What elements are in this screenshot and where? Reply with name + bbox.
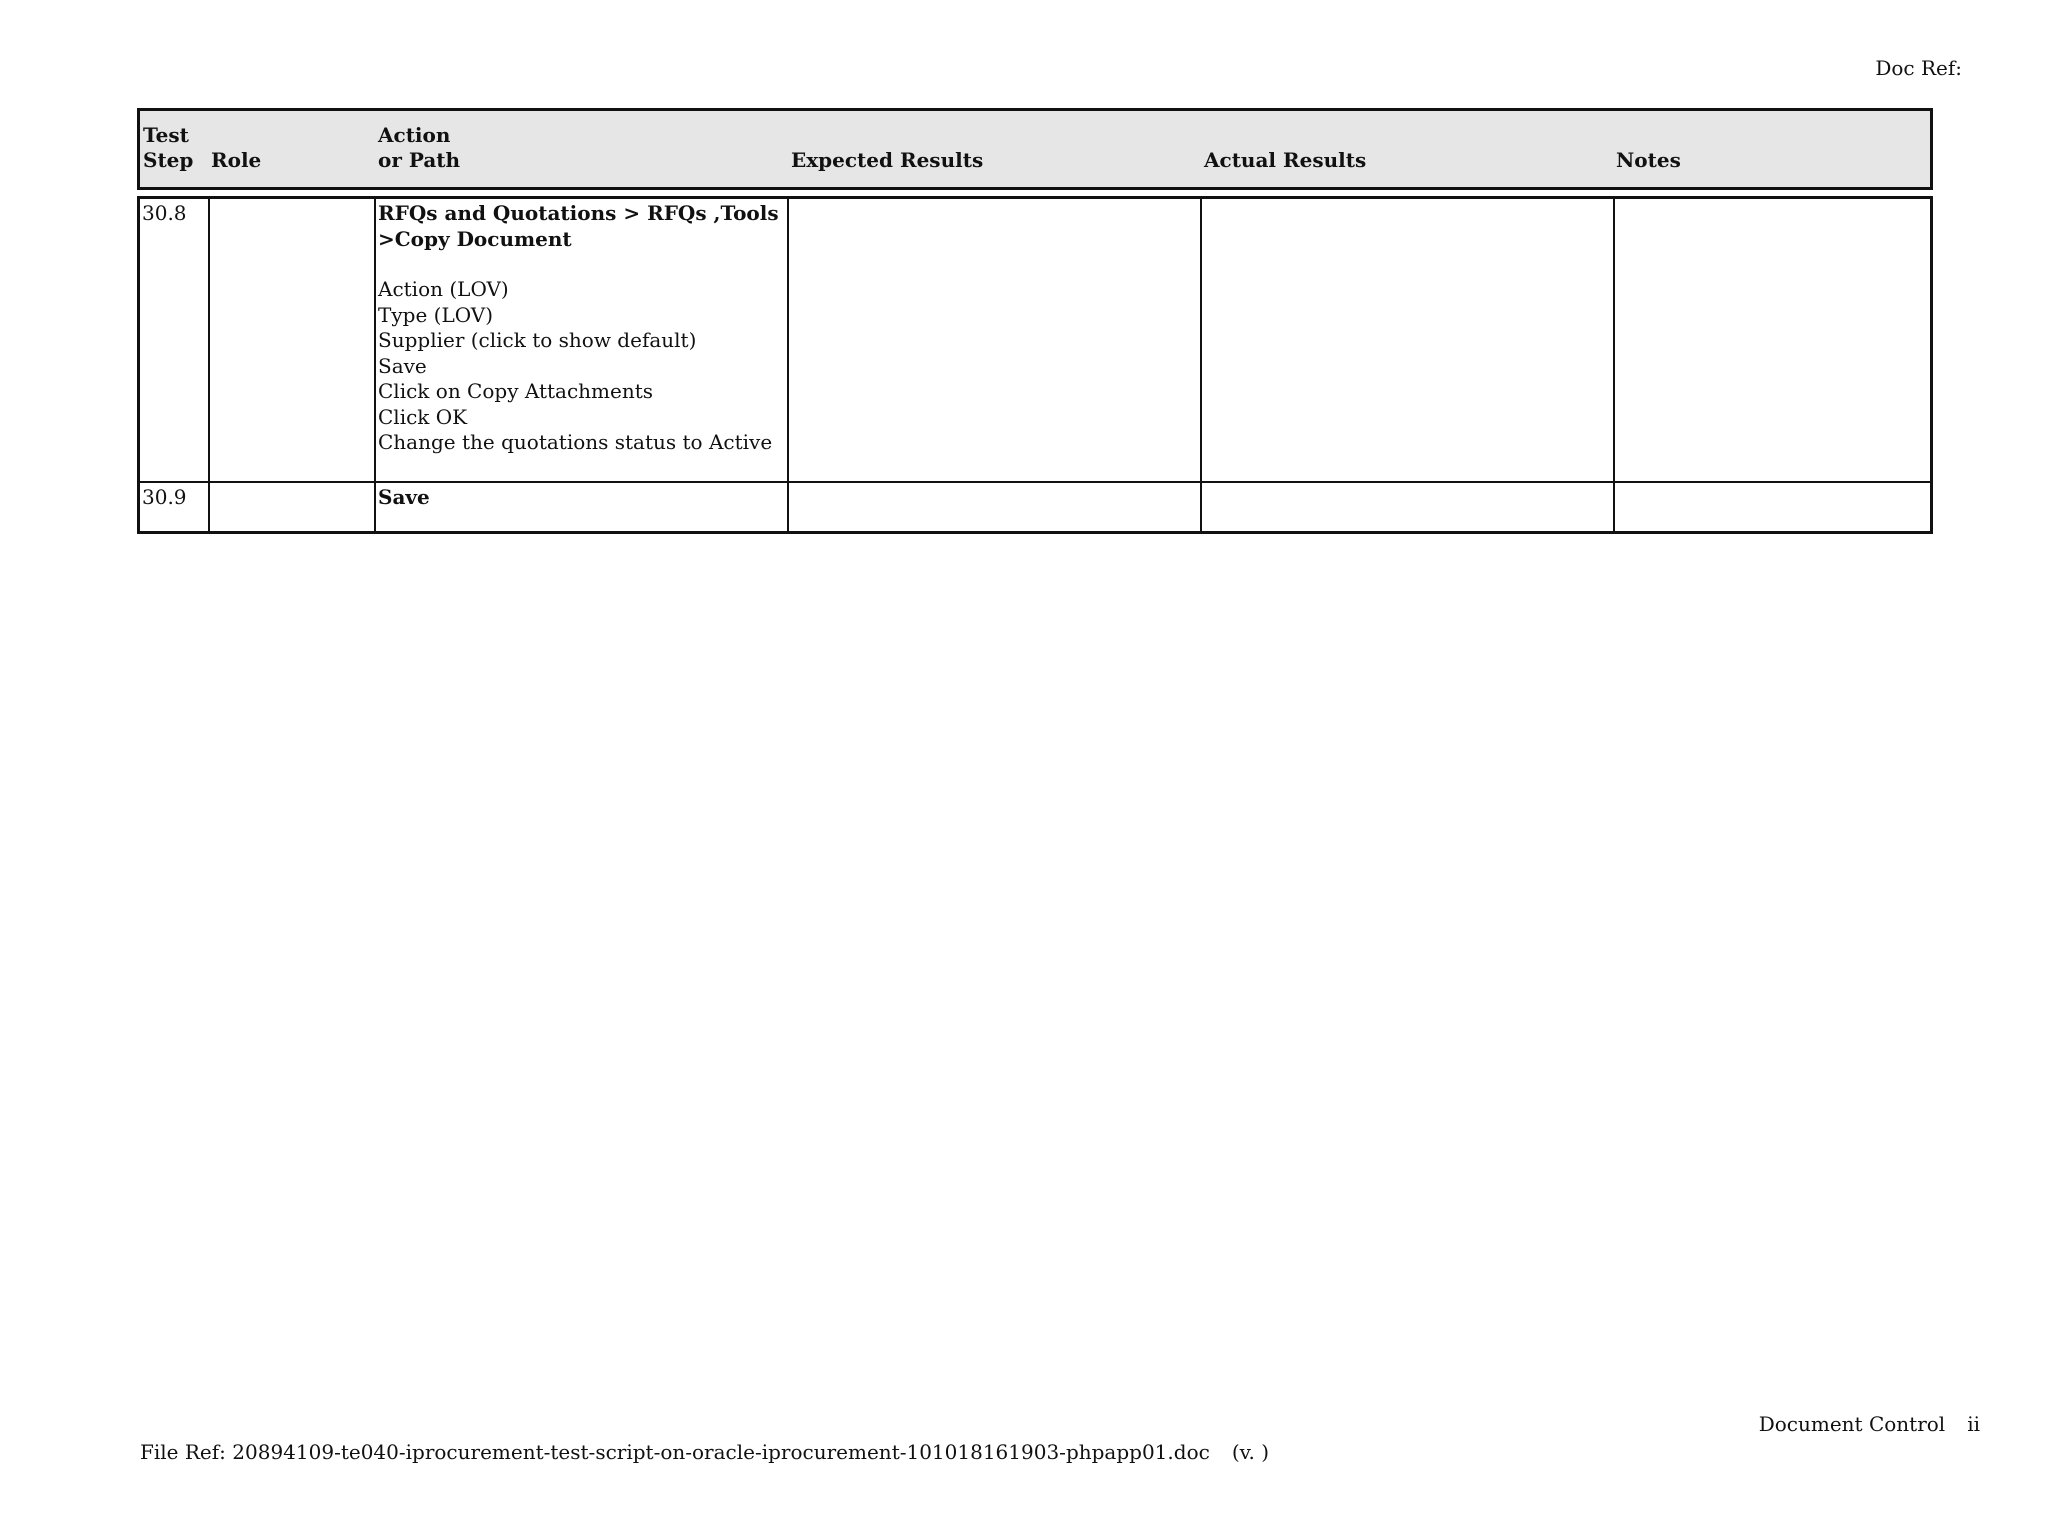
column-divider	[787, 483, 789, 531]
page-number: ii	[1967, 1412, 1980, 1436]
header-expected-results: Expected Results	[791, 148, 984, 172]
column-divider	[1200, 199, 1202, 481]
file-ref-label: File Ref:	[140, 1440, 226, 1464]
header-actual-results: Actual Results	[1204, 148, 1367, 172]
footer-section	[1759, 1412, 1980, 1436]
table-header	[137, 108, 1933, 190]
action-item: Save	[378, 353, 427, 378]
table-row	[140, 481, 1930, 531]
cell-step: 30.9	[142, 485, 187, 509]
column-divider	[1613, 483, 1615, 531]
table-body	[137, 196, 1933, 534]
header-action: Action or Path	[378, 123, 461, 172]
column-divider	[374, 483, 376, 531]
column-divider	[208, 199, 210, 481]
table-row	[140, 199, 1930, 481]
header-notes: Notes	[1616, 148, 1681, 172]
doc-ref: Doc Ref:	[1875, 56, 1962, 80]
action-path-line: RFQs and Quotations > RFQs ,Tools	[378, 201, 779, 225]
header-test-step: Test Step	[143, 123, 194, 172]
column-divider	[374, 199, 376, 481]
action-item: Supplier (click to show default)	[378, 328, 697, 352]
column-divider	[208, 483, 210, 531]
column-divider	[1613, 199, 1615, 481]
footer-file-ref	[140, 1440, 1269, 1464]
header-role: Role	[211, 148, 262, 172]
footer-section-label: Document Control	[1758, 1412, 1946, 1436]
action-item: Type (LOV)	[378, 302, 494, 327]
action-item: Click on Copy Attachments	[378, 379, 654, 403]
column-divider	[1200, 483, 1202, 531]
cell-action-path: Save	[378, 485, 430, 509]
action-item: Change the quotations status to Active	[378, 430, 773, 454]
action-list	[378, 277, 779, 456]
cell-action-path	[378, 201, 779, 456]
file-version: (v. )	[1231, 1440, 1270, 1464]
cell-step: 30.8	[142, 201, 187, 225]
action-path-line: >Copy Document	[378, 226, 572, 251]
column-divider	[787, 199, 789, 481]
action-item: Click OK	[378, 404, 468, 429]
action-item: Action (LOV)	[378, 277, 509, 301]
file-name: 20894109-te040-iprocurement-test-script-on-oracle-iprocurement-101018161903-phpapp01.doc	[232, 1440, 1210, 1464]
